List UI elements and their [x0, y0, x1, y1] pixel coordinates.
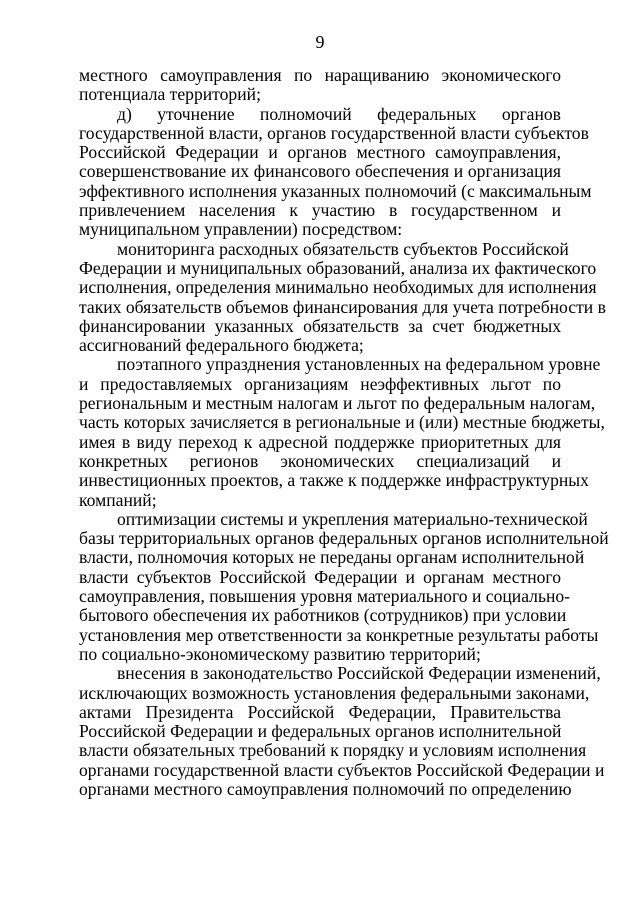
paragraph: [79, 103, 592, 240]
text-line: самоуправления, повышения уровня материального и социально-: [79, 586, 571, 607]
text-line: местного самоуправления по наращиванию экономического: [79, 65, 561, 85]
text-line: финансировании указанных обязательств за счет бюджетных: [79, 315, 561, 336]
text-line: поэтапного упразднения установленных на федеральном уровне: [117, 354, 601, 375]
paragraph: [79, 663, 605, 799]
text-line: потенциала территорий;: [79, 84, 261, 105]
text-line: мониторинга расходных обязательств субъектов Российской: [117, 238, 569, 259]
text-line: актами Президента Российской Федерации, Правительства: [79, 701, 561, 722]
text-line: д) уточнение полномочий федеральных органов: [117, 103, 561, 124]
text-line: внесения в законодательство Российской Федерации изменений,: [117, 663, 601, 684]
text-line: и предоставляемых организациям неэффективных льгот по: [79, 373, 561, 394]
text-line: имея в виду переход к адресной поддержке приоритетных для: [79, 431, 561, 452]
text-line: исключающих возможность установления федеральными законами,: [79, 682, 590, 703]
page-number: 9: [315, 32, 325, 52]
text-line: инвестиционных проектов, а также к поддержке инфраструктурных: [79, 470, 589, 491]
text-line: органами государственной власти субъектов Российской Федерации и: [79, 759, 605, 780]
text-line: привлечением населения к участию в государственном и: [79, 200, 561, 221]
text-line: власти обязательных требований к порядку и условиям исполнения: [79, 740, 587, 761]
text-line: таких обязательств объемов финансирования для учета потребности в: [79, 296, 606, 317]
text-line: исполнения, определения минимально необходимых для исполнения: [79, 277, 597, 298]
text-line: совершенствование их финансового обеспечения и организация: [79, 161, 561, 182]
text-line: конкретных регионов экономических специализаций и: [79, 450, 561, 471]
text-line: компаний;: [79, 489, 157, 510]
text-line: муниципальном управлении) посредством:: [79, 219, 403, 240]
text-line: установления мер ответственности за конкретные результаты работы: [79, 624, 599, 645]
text-line: власти субъектов Российской Федерации и органам местного: [79, 566, 561, 587]
text-line: ассигнований федерального бюджета;: [79, 335, 364, 356]
text-line: власти, полномочия которых не переданы органам исполнительной: [79, 547, 585, 568]
document-body: [79, 65, 609, 799]
text-line: Российской Федерации и федеральных органов исполнительной: [79, 721, 562, 742]
text-line: базы территориальных органов федеральных органов исполнительной: [79, 528, 609, 549]
text-line: часть которых зачисляется в региональные и (или) местные бюджеты,: [79, 412, 605, 433]
text-line: Федерации и муниципальных образований, анализа их фактического: [79, 257, 597, 278]
text-line: эффективного исполнения указанных полномочий (с максимальным: [79, 180, 592, 201]
text-line: органами местного самоуправления полномочий по определению: [79, 778, 572, 799]
text-line: Российской Федерации и органов местного самоуправления,: [79, 142, 561, 163]
text-line: региональным и местным налогам и льгот по федеральным налогам,: [79, 393, 596, 414]
paragraph: [79, 66, 561, 105]
text-line: по социально-экономическому развитию территорий;: [79, 643, 481, 664]
paragraph: [79, 354, 605, 510]
text-line: оптимизации системы и укрепления материально-технической: [117, 508, 588, 529]
text-line: бытового обеспечения их работников (сотрудников) при условии: [79, 605, 567, 626]
paragraph: [79, 238, 606, 356]
paragraph: [79, 508, 609, 664]
text-line: государственной власти, органов государственной власти субъектов: [79, 122, 589, 143]
